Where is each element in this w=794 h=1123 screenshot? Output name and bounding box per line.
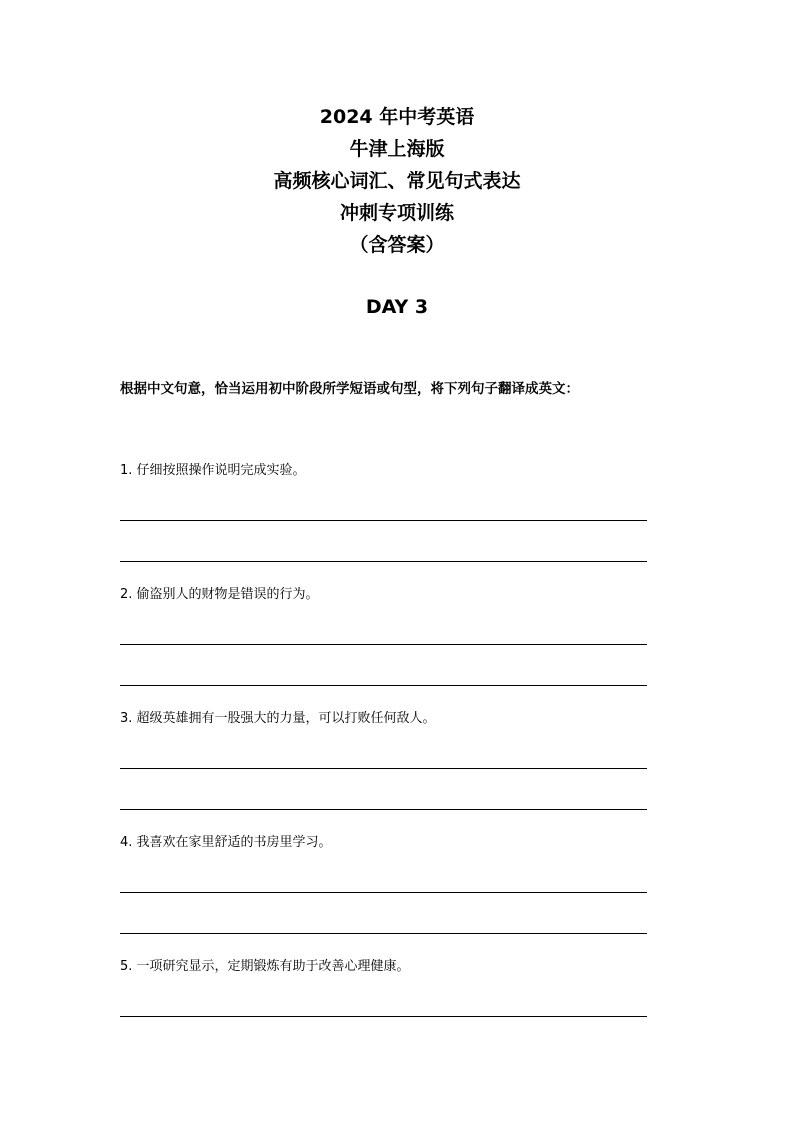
answer-line[interactable] <box>120 561 647 562</box>
question-text: 2. 偷盗别人的财物是错误的行为。 <box>120 587 319 602</box>
answer-line[interactable] <box>120 768 647 769</box>
answer-line[interactable] <box>120 892 647 893</box>
answer-line[interactable] <box>120 520 647 521</box>
title-edition: 牛津上海版 <box>349 138 445 160</box>
day-heading: DAY 3 <box>365 296 429 318</box>
question-text: 5. 一项研究显示，定期锻炼有助于改善心理健康。 <box>120 959 410 974</box>
question-text: 4. 我喜欢在家里舒适的书房里学习。 <box>120 835 332 850</box>
question-5 <box>120 957 680 1027</box>
title-topic: 高频核心词汇、常见句式表达 <box>273 170 521 192</box>
title-training: 冲刺专项训练 <box>339 202 454 224</box>
question-3 <box>120 709 680 819</box>
question-4 <box>120 833 680 943</box>
answer-line[interactable] <box>120 933 647 934</box>
question-1 <box>120 461 680 571</box>
answer-line[interactable] <box>120 644 647 645</box>
title-answer-note: （含答案） <box>349 234 445 256</box>
answer-line[interactable] <box>120 809 647 810</box>
title-block <box>0 101 794 261</box>
question-2 <box>120 585 680 695</box>
question-text: 1. 仔细按照操作说明完成实验。 <box>120 463 306 478</box>
answer-line[interactable] <box>120 685 647 686</box>
answer-line[interactable] <box>120 1016 647 1017</box>
instruction-text: 根据中文句意，恰当运用初中阶段所学短语或句型，将下列句子翻译成英文： <box>120 381 579 397</box>
title-year-subject: 2024 年中考英语 <box>319 106 475 128</box>
question-text: 3. 超级英雄拥有一股强大的力量，可以打败任何敌人。 <box>120 711 436 726</box>
